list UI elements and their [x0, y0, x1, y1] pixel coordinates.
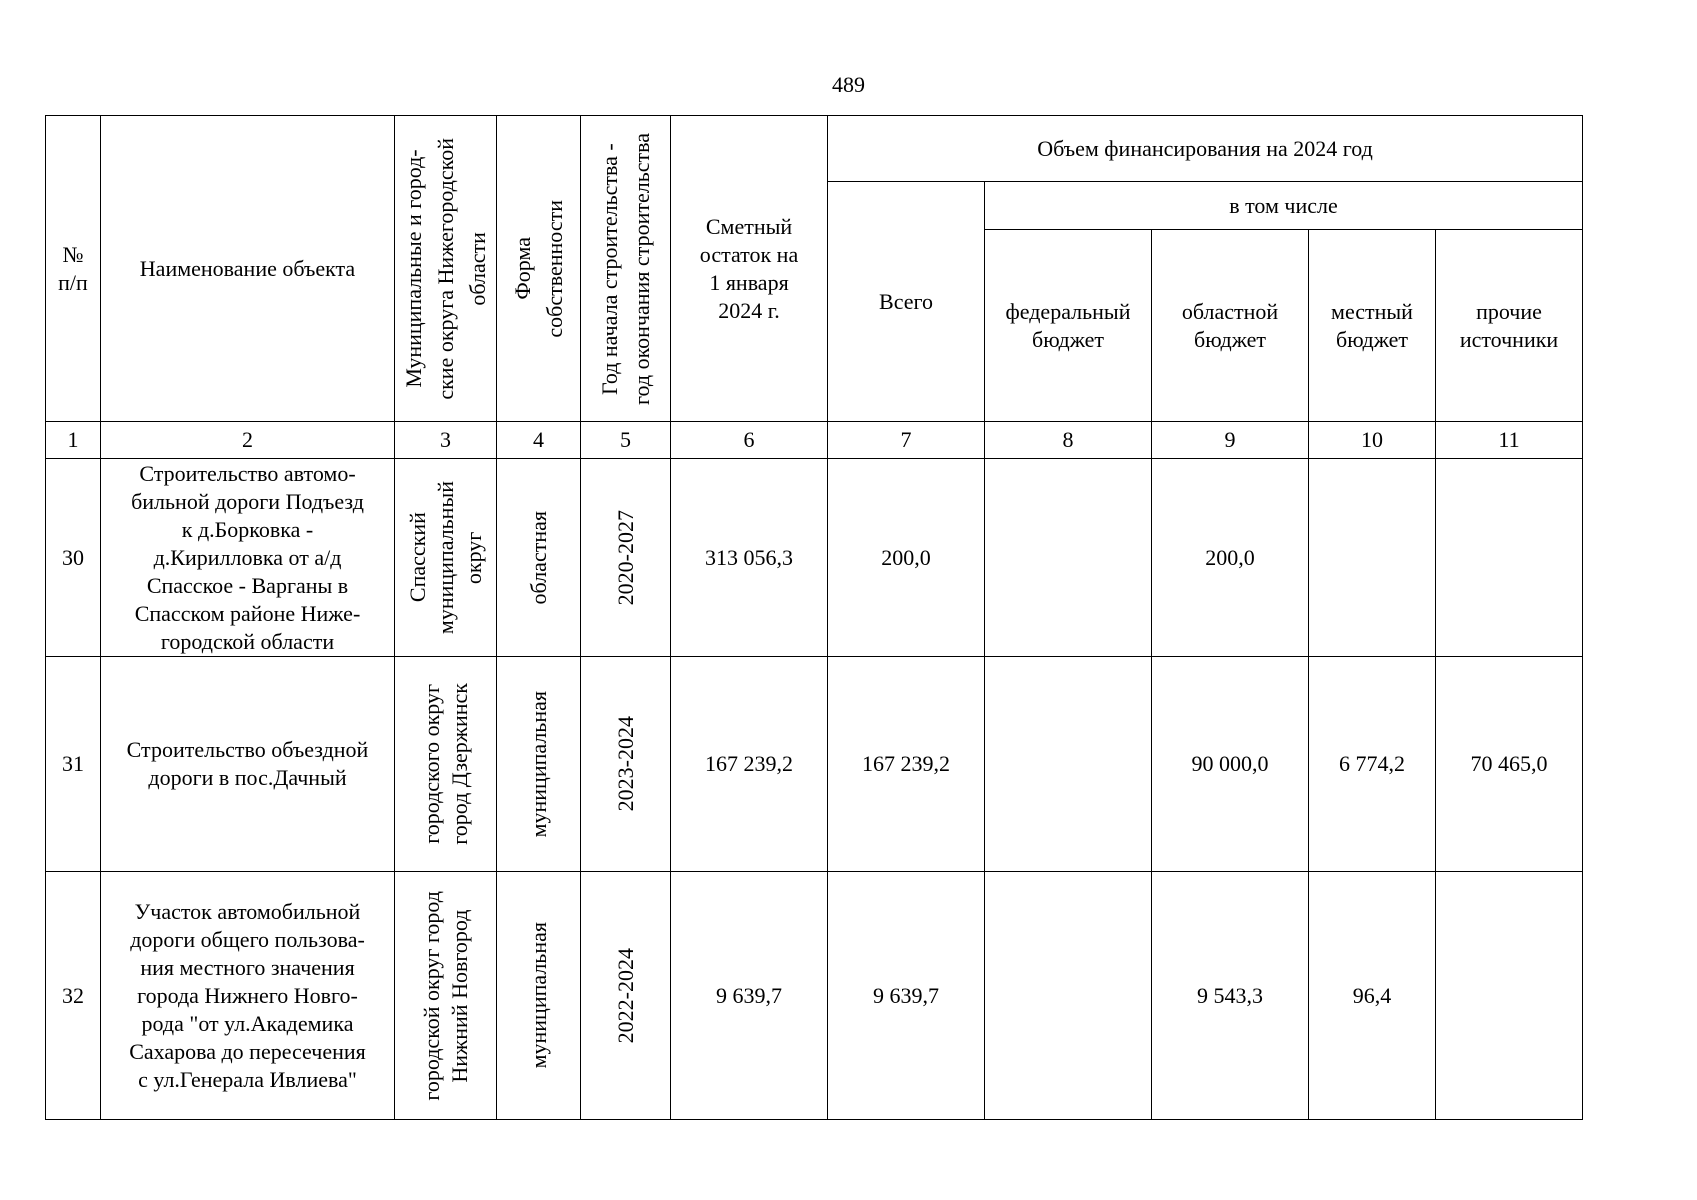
header-object-name: Наименование объекта — [101, 116, 395, 422]
row-number: 30 — [46, 459, 101, 657]
federal-amount — [985, 657, 1152, 872]
object-name-line: Строительство автомо- — [139, 460, 356, 486]
years — [581, 872, 671, 1120]
header-years-line-2: год окончания строительства — [628, 132, 654, 405]
header-total: Всего — [828, 182, 985, 422]
regional-amount: 9 543,3 — [1152, 872, 1309, 1120]
ownership-text: муниципальная — [525, 690, 551, 838]
object-name-line: городской области — [160, 628, 335, 654]
column-number: 7 — [828, 422, 985, 459]
years-text: 2022-2024 — [612, 947, 638, 1044]
header-municipality — [395, 116, 497, 422]
ownership-text: муниципальная — [525, 922, 551, 1069]
header-remaining-line-3: 1 января — [709, 269, 789, 295]
header-municipality-line-3: области — [464, 231, 490, 306]
header-federal-line-2: бюджет — [1032, 326, 1104, 352]
column-number: 8 — [985, 422, 1152, 459]
years-text: 2020-2027 — [612, 509, 638, 606]
object-name-line: Строительство объездной — [126, 737, 369, 762]
funding-table — [45, 115, 1583, 1120]
municipality-line: округ — [460, 531, 486, 584]
ownership — [497, 657, 581, 872]
other-amount — [1436, 872, 1583, 1120]
header-municipality-line-1: Муниципальные и город- — [400, 149, 426, 388]
object-name-line: рода "от ул.Академика — [141, 1010, 354, 1036]
ownership — [497, 459, 581, 657]
regional-amount: 90 000,0 — [1152, 657, 1309, 872]
header-local-budget — [1309, 230, 1436, 422]
header-row-number — [46, 116, 101, 422]
header-row-1 — [46, 116, 1583, 182]
object-name-line: ния местного значения — [140, 954, 355, 980]
header-ownership-line-1: Форма — [509, 237, 535, 300]
header-row-number-line-1: № — [62, 241, 84, 267]
municipality-line: муниципальный — [432, 480, 458, 635]
header-federal-line-1: федеральный — [1005, 298, 1131, 324]
row-number: 31 — [46, 657, 101, 872]
object-name-line: Сахарова до пересечения — [129, 1038, 366, 1064]
municipality — [395, 459, 497, 657]
object-name-line: бильной дороги Подъезд — [131, 488, 364, 514]
regional-amount: 200,0 — [1152, 459, 1309, 657]
header-municipality-line-2: ские округа Нижегородской — [432, 137, 458, 400]
local-amount: 6 774,2 — [1309, 657, 1436, 872]
municipality-line: Нижний Новгород — [446, 909, 472, 1082]
object-name — [101, 459, 395, 657]
remaining-amount: 313 056,3 — [671, 459, 828, 657]
federal-amount — [985, 872, 1152, 1120]
remaining-amount: 167 239,2 — [671, 657, 828, 872]
header-local-line-2: бюджет — [1336, 326, 1408, 352]
total-amount: 167 239,2 — [828, 657, 985, 872]
header-regional-line-1: областной — [1181, 298, 1279, 324]
header-other-line-2: источники — [1459, 326, 1559, 352]
table-row — [46, 657, 1583, 872]
object-name-line: Спасское - Варганы в — [146, 572, 349, 598]
municipality-line: Спасский — [404, 512, 430, 603]
column-number: 6 — [671, 422, 828, 459]
object-name-line: к д.Борковка - — [181, 516, 314, 542]
local-amount: 96,4 — [1309, 872, 1436, 1120]
object-name-line: дороги в пос.Дачный — [148, 765, 347, 790]
header-local-line-1: местный — [1331, 298, 1413, 324]
header-years-line-1: Год начала строительства - — [596, 142, 622, 395]
row-number: 32 — [46, 872, 101, 1120]
local-amount — [1309, 459, 1436, 657]
column-number: 4 — [497, 422, 581, 459]
ownership — [497, 872, 581, 1120]
column-number-row — [46, 422, 1583, 459]
total-amount: 200,0 — [828, 459, 985, 657]
municipality-line: городской округ город — [418, 890, 444, 1101]
object-name-line: дороги общего пользова- — [130, 926, 365, 952]
municipality — [395, 872, 497, 1120]
object-name-line: города Нижнего Новго- — [137, 982, 358, 1008]
header-other-sources — [1436, 230, 1583, 422]
other-amount: 70 465,0 — [1436, 657, 1583, 872]
years — [581, 657, 671, 872]
column-number: 9 — [1152, 422, 1309, 459]
column-number: 3 — [395, 422, 497, 459]
object-name-line: д.Кирилловка от а/д — [153, 544, 342, 570]
header-other-line-1: прочие — [1476, 298, 1542, 324]
object-name — [101, 872, 395, 1120]
column-number: 10 — [1309, 422, 1436, 459]
total-amount: 9 639,7 — [828, 872, 985, 1120]
federal-amount — [985, 459, 1152, 657]
column-number: 2 — [101, 422, 395, 459]
object-name — [101, 657, 395, 872]
header-regional-line-2: бюджет — [1194, 326, 1266, 352]
header-remaining-line-1: Сметный — [705, 213, 793, 239]
object-name-line: Участок автомобильной — [134, 898, 361, 924]
municipality — [395, 657, 497, 872]
remaining-amount: 9 639,7 — [671, 872, 828, 1120]
years-text: 2023-2024 — [612, 716, 638, 812]
column-number: 1 — [46, 422, 101, 459]
object-name-line: с ул.Генерала Ивлиева" — [138, 1066, 357, 1092]
years — [581, 459, 671, 657]
header-including: в том числе — [985, 182, 1583, 230]
municipality-line: городского округ — [418, 684, 444, 844]
header-federal-budget — [985, 230, 1152, 422]
table-row — [46, 459, 1583, 657]
header-remaining — [671, 116, 828, 422]
page-number: 489 — [832, 72, 865, 97]
ownership-text: областная — [525, 510, 551, 605]
table-row — [46, 872, 1583, 1120]
column-number: 11 — [1436, 422, 1583, 459]
header-ownership — [497, 116, 581, 422]
header-years — [581, 116, 671, 422]
header-ownership-line-2: собственности — [541, 199, 567, 338]
header-remaining-line-4: 2024 г. — [718, 297, 780, 323]
object-name-line: Спасском районе Ниже- — [134, 600, 361, 626]
municipality-line: город Дзержинск — [446, 683, 472, 845]
header-remaining-line-2: остаток на — [699, 241, 799, 267]
header-funding-group: Объем финансирования на 2024 год — [828, 116, 1583, 182]
column-number: 5 — [581, 422, 671, 459]
other-amount — [1436, 459, 1583, 657]
header-row-number-line-2: п/п — [58, 269, 88, 295]
header-regional-budget — [1152, 230, 1309, 422]
